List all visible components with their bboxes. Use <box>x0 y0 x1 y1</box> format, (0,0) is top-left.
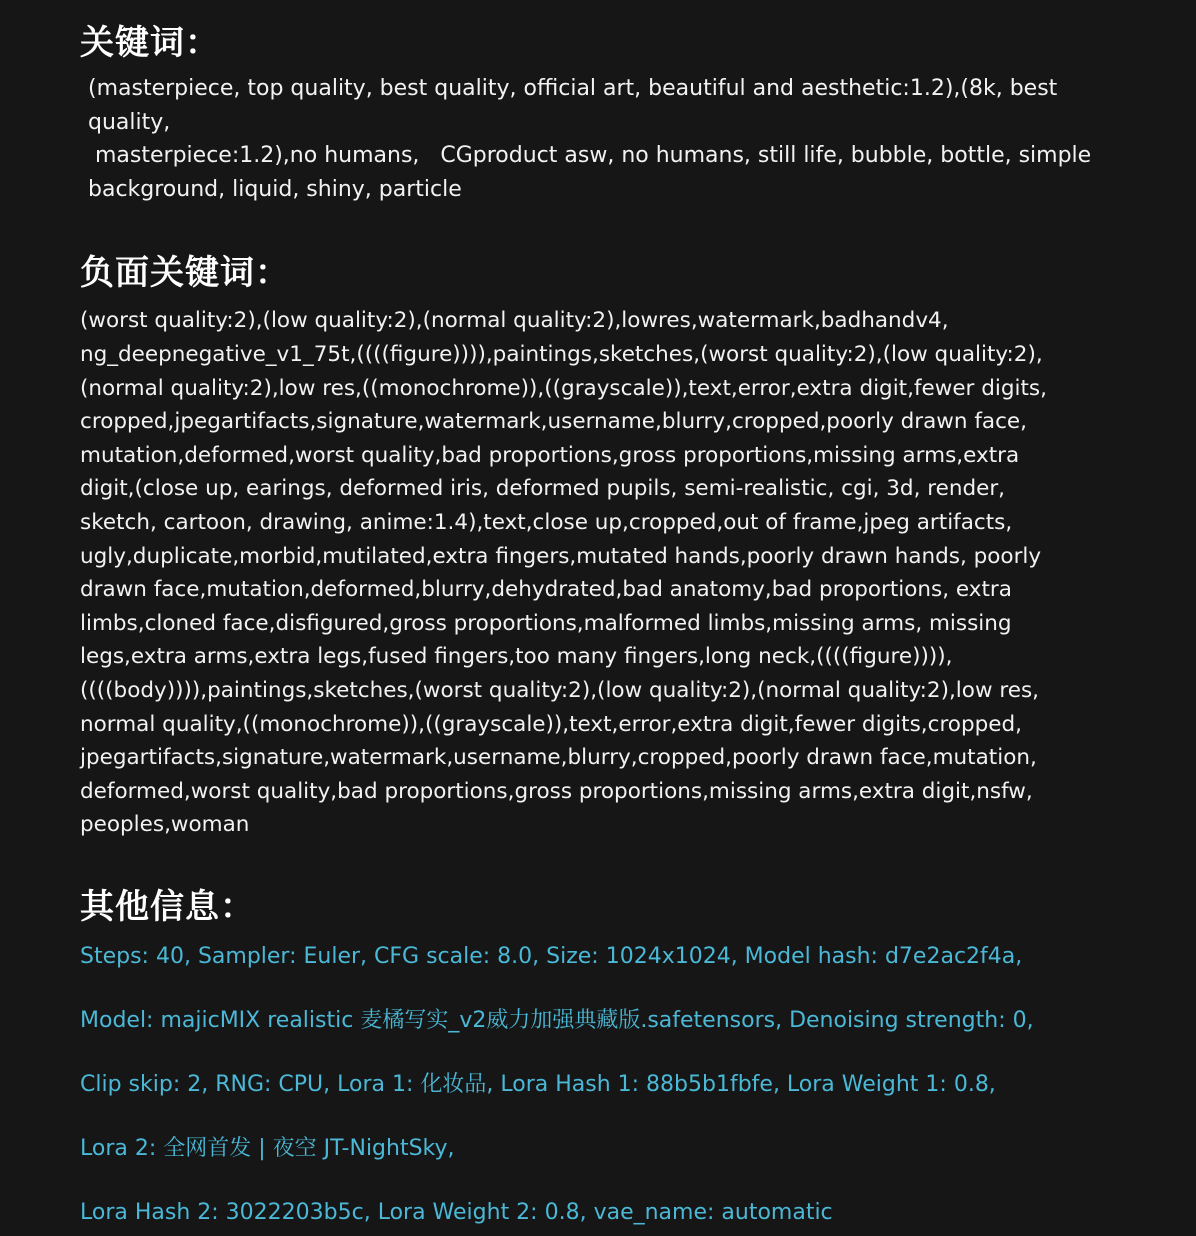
keywords-text: (masterpiece, top quality, best quality, official art, beautiful and aesthetic:1.2),(8k, best quality, masterpiece:1.2),no humans, CGproduct asw, no humans, still life, bubble, bottle, simple background, liquid, shiny, particle <box>88 76 1092 202</box>
keywords-title: 关键词： <box>80 23 220 63</box>
info-line: Lora 2: 全网首发 | 夜空 JT-NightSky, <box>80 1135 455 1161</box>
info-line: Lora Hash 2: 3022203b5c, Lora Weight 2: 0.8, vae_name: automatic <box>80 1199 833 1225</box>
negative-keywords-title: 负面关键词： <box>80 253 290 294</box>
other-info-title: 其他信息： <box>80 886 255 927</box>
other-info-block <box>80 942 1170 1228</box>
negative-keywords-text: (worst quality:2),(low quality:2),(normal quality:2),lowres,watermark,badhandv4, ng_deepnegative_v1_75t,((((figure)))),paintings,sketches,(worst quality:2),(low quality:2), (normal quality:2),low res,((monochrome)),((grayscale)),text,error,extra digit,fewer digits, cropped,jpegartifacts,signature,watermark,username,blurry,cropped,poorly drawn face, mutation,deformed,worst quality,bad proportions,gross proportions,missing arms,extra digit,(close up, earings, deformed iris, deformed pupils, semi-realistic, cgi, 3d, render, sketch, cartoon, drawing, anime:1.4),text,close up,cropped,out of frame,jpeg artifacts, ugly,duplicate,morbid,mutilated,extra fingers,mutated hands,poorly drawn hands, poorly drawn face,mutation,deformed,blurry,dehydrated,bad anatomy,bad proportions, extra limbs,cloned face,disfigured,gross proportions,malformed limbs,missing arms, missing legs,extra arms,extra legs,fused fingers,too many fingers,long neck,((((figure)))), ((((body)))),paintings,sketches,(worst quality:2),(low quality:2),(normal quality:2),low res, normal quality,((monochrome)),((grayscale)),text,error,extra digit,fewer digits,cropped, jpegartifacts,signature,watermark,username,blurry,cropped,poorly drawn face,mutation, deformed,worst quality,bad proportions,gross proportions,missing arms,extra digit,nsfw, peoples,woman <box>80 308 1047 838</box>
info-line: Model: majicMIX realistic 麦橘写实_v2威力加强典藏版.safetensors, Denoising strength: 0, <box>80 1007 1034 1033</box>
prompt-document <box>80 18 1170 1228</box>
info-line: Steps: 40, Sampler: Euler, CFG scale: 8.0, Size: 1024x1024, Model hash: d7e2ac2f4a, <box>80 943 1023 969</box>
info-line: Clip skip: 2, RNG: CPU, Lora 1: 化妆品, Lora Hash 1: 88b5b1fbfe, Lora Weight 1: 0.8, <box>80 1071 996 1097</box>
